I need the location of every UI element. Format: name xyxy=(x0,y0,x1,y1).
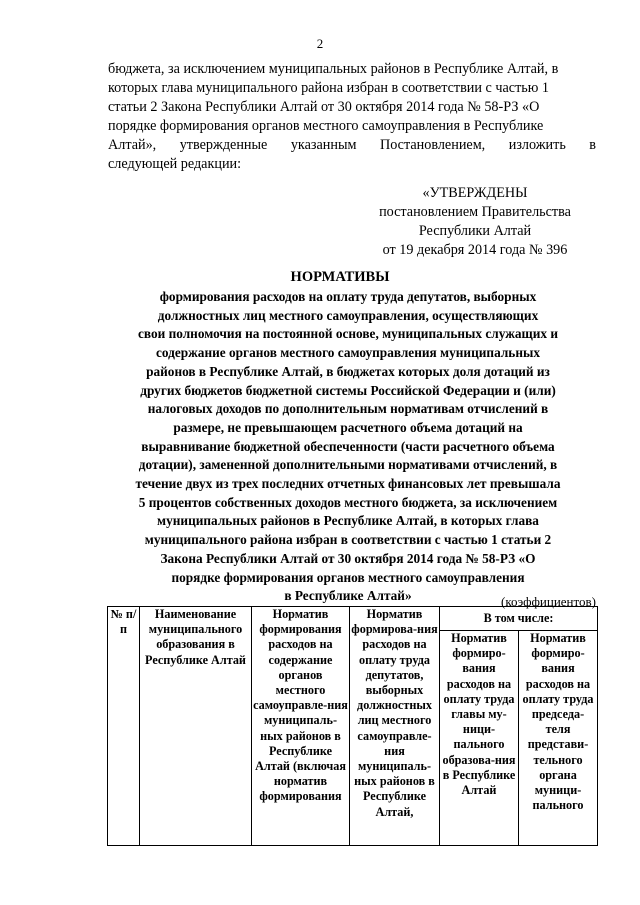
subtitle-line: свои полномочия на постоянной основе, муниципальных служащих и xyxy=(137,326,559,342)
intro-paragraph xyxy=(108,60,596,174)
subtitle-line: Закона Республики Алтай от 30 октября 2014 года № 58-РЗ «О xyxy=(160,550,536,566)
header-deputies-pay-norm: Норматив формирова-ния расходов на оплату труда депутатов, выборных должностных лиц местного самоуправле-ния муниципаль-ных районов в Республике Алтай, xyxy=(350,607,440,846)
document-subtitle xyxy=(100,288,596,606)
header-municipality: Наименование муниципального образования в Республике Алтай xyxy=(140,607,252,846)
header-head-pay-norm: Норматив формиро-вания расходов на оплату труда главы му-ници-пального образова-ния в Республике Алтай xyxy=(440,631,519,846)
intro-line: следующей редакции: xyxy=(108,156,242,172)
subtitle-line: формирования расходов на оплату труда депутатов, выборных xyxy=(159,289,537,304)
subtitle-line: размере, не превышающем расчетного объема дотаций на xyxy=(173,419,523,435)
approval-line: Республики Алтай xyxy=(418,223,532,239)
norms-table xyxy=(107,606,598,846)
document-title: НОРМАТИВЫ xyxy=(290,269,390,285)
header-maintenance-norm: Норматив формирования расходов на содержание органов местного самоуправле-ния муниципаль-ных районов в Республике Алтай (включая норматив формирования xyxy=(252,607,350,846)
intro-line: бюджета, за исключением муниципальных районов в Республике Алтай, в xyxy=(108,61,559,77)
subtitle-line: налоговых доходов по дополнительным нормативам отчислений в xyxy=(147,401,549,417)
subtitle-line: выравнивание бюджетной обеспеченности (части расчетного объема xyxy=(141,438,555,454)
intro-line: статьи 2 Закона Республики Алтай от 30 октября 2014 года № 58-РЗ «О xyxy=(108,99,540,115)
page-number: 2 xyxy=(316,36,324,51)
subtitle-line: 5 процентов собственных доходов местного бюджета, за исключением xyxy=(138,494,558,510)
header-chairman-pay-norm: Норматив формиро-вания расходов на оплату труда председа-теля представи-тельного органа муници-пального xyxy=(519,631,598,846)
intro-line: порядке формирования органов местного самоуправления в Республике xyxy=(108,118,544,134)
subtitle-line: течение двух из трех последних отчетных финансовых лет превышала xyxy=(135,476,561,492)
subtitle-line: муниципальных районов в Республике Алтай, в которых глава xyxy=(157,513,539,529)
subtitle-line: других бюджетов бюджетной системы Российской Федерации и (или) xyxy=(140,382,556,398)
approval-line: постановлением Правительства xyxy=(379,204,571,220)
subtitle-line: в Республике Алтай» xyxy=(284,588,412,604)
approval-stamp xyxy=(360,184,590,260)
header-number: № п/п xyxy=(108,607,140,846)
unit-note: (коэффициентов) xyxy=(501,594,596,609)
subtitle-line: муниципального района избран в соответствии с частью 1 статьи 2 xyxy=(144,532,552,548)
subtitle-line: районов в Республике Алтай, в бюджетах которых доля дотаций из xyxy=(146,363,550,379)
header-including: В том числе: xyxy=(440,607,598,631)
subtitle-line: порядке формирования органов местного самоуправления xyxy=(171,569,525,585)
intro-line: Алтай», утвержденные указанным Постановлением, изложить в xyxy=(108,137,596,153)
intro-line: которых глава муниципального района избран в соответствии с частью 1 xyxy=(108,80,549,96)
subtitle-line: дотации), замененной дополнительными нормативами отчислений, в xyxy=(138,457,558,473)
subtitle-line: должностных лиц местного самоуправления, осуществляющих xyxy=(157,307,539,323)
approval-line: «УТВЕРЖДЕНЫ xyxy=(422,185,528,201)
approval-line: от 19 декабря 2014 года № 396 xyxy=(382,242,568,258)
subtitle-line: содержание органов местного самоуправления муниципальных xyxy=(155,345,541,361)
